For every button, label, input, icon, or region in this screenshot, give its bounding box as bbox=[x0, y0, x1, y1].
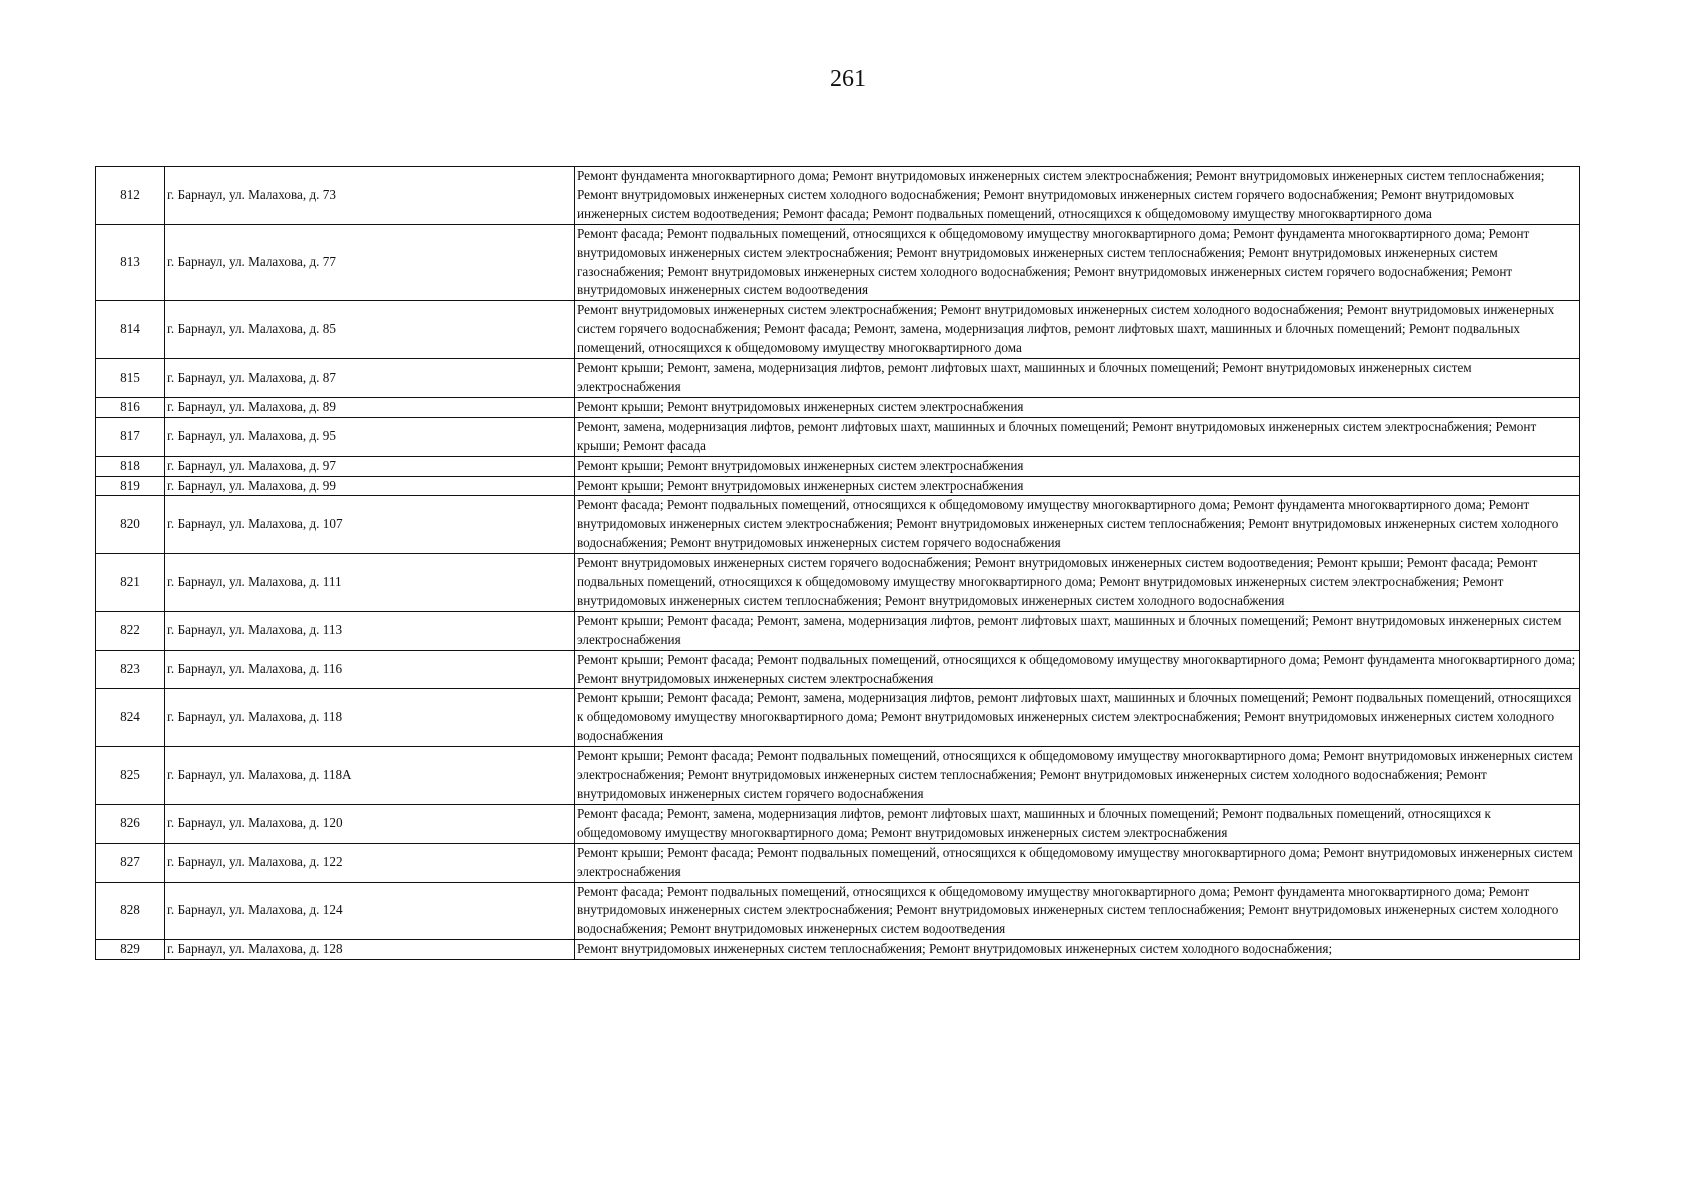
row-number: 826 bbox=[96, 804, 165, 843]
table-row bbox=[96, 224, 1580, 301]
row-number: 813 bbox=[96, 224, 165, 301]
row-address: г. Барнаул, ул. Малахова, д. 113 bbox=[165, 611, 575, 650]
row-address: г. Барнаул, ул. Малахова, д. 97 bbox=[165, 456, 575, 476]
row-address: г. Барнаул, ул. Малахова, д. 89 bbox=[165, 397, 575, 417]
row-number: 819 bbox=[96, 476, 165, 496]
row-number: 828 bbox=[96, 882, 165, 940]
row-works: Ремонт фасада; Ремонт подвальных помещений, относящихся к общедомовому имуществу многоквартирного дома; Ремонт фундамента многоквартирного дома; Ремонт внутридомовых инженерных систем электроснабжения; Ремонт внутридомовых инженерных систем теплоснабжения; Ремонт внутридомовых инженерных систем холодного водоснабжения; Ремонт внутридомовых инженерных систем горячего водоснабжения bbox=[575, 496, 1580, 554]
row-address: г. Барнаул, ул. Малахова, д. 95 bbox=[165, 417, 575, 456]
row-address: г. Барнаул, ул. Малахова, д. 122 bbox=[165, 843, 575, 882]
table-row bbox=[96, 804, 1580, 843]
table-row bbox=[96, 359, 1580, 398]
row-address: г. Барнаул, ул. Малахова, д. 87 bbox=[165, 359, 575, 398]
row-works: Ремонт крыши; Ремонт фасада; Ремонт подвальных помещений, относящихся к общедомовому имуществу многоквартирного дома; Ремонт внутридомовых инженерных систем электроснабжения bbox=[575, 843, 1580, 882]
row-address: г. Барнаул, ул. Малахова, д. 118 bbox=[165, 689, 575, 747]
row-works: Ремонт крыши; Ремонт, замена, модернизация лифтов, ремонт лифтовых шахт, машинных и блочных помещений; Ремонт внутридомовых инженерных систем электроснабжения bbox=[575, 359, 1580, 398]
table-row bbox=[96, 843, 1580, 882]
table-row bbox=[96, 689, 1580, 747]
row-address: г. Барнаул, ул. Малахова, д. 99 bbox=[165, 476, 575, 496]
row-address: г. Барнаул, ул. Малахова, д. 85 bbox=[165, 301, 575, 359]
table-row bbox=[96, 397, 1580, 417]
row-address: г. Барнаул, ул. Малахова, д. 128 bbox=[165, 940, 575, 960]
row-address: г. Барнаул, ул. Малахова, д. 116 bbox=[165, 650, 575, 689]
table-row bbox=[96, 940, 1580, 960]
table-body bbox=[96, 167, 1580, 960]
row-number: 820 bbox=[96, 496, 165, 554]
row-works: Ремонт, замена, модернизация лифтов, ремонт лифтовых шахт, машинных и блочных помещений; Ремонт внутридомовых инженерных систем электроснабжения; Ремонт крыши; Ремонт фасада bbox=[575, 417, 1580, 456]
table-row bbox=[96, 611, 1580, 650]
table-row bbox=[96, 456, 1580, 476]
row-works: Ремонт крыши; Ремонт внутридомовых инженерных систем электроснабжения bbox=[575, 476, 1580, 496]
row-address: г. Барнаул, ул. Малахова, д. 107 bbox=[165, 496, 575, 554]
row-works: Ремонт внутридомовых инженерных систем теплоснабжения; Ремонт внутридомовых инженерных систем холодного водоснабжения; bbox=[575, 940, 1580, 960]
row-works: Ремонт крыши; Ремонт внутридомовых инженерных систем электроснабжения bbox=[575, 397, 1580, 417]
row-number: 812 bbox=[96, 167, 165, 225]
row-number: 829 bbox=[96, 940, 165, 960]
row-works: Ремонт крыши; Ремонт фасада; Ремонт подвальных помещений, относящихся к общедомовому имуществу многоквартирного дома; Ремонт внутридомовых инженерных систем электроснабжения; Ремонт внутридомовых инженерных систем теплоснабжения; Ремонт внутридомовых инженерных систем холодного водоснабжения; Ремонт внутридомовых инженерных систем горячего водоснабжения bbox=[575, 747, 1580, 805]
table-row bbox=[96, 417, 1580, 456]
row-works: Ремонт внутридомовых инженерных систем горячего водоснабжения; Ремонт внутридомовых инженерных систем водоотведения; Ремонт крыши; Ремонт фасада; Ремонт подвальных помещений, относящихся к общедомовому имуществу многоквартирного дома; Ремонт внутридомовых инженерных систем электроснабжения; Ремонт внутридомовых инженерных систем теплоснабжения; Ремонт внутридомовых инженерных систем холодного водоснабжения bbox=[575, 554, 1580, 612]
row-number: 822 bbox=[96, 611, 165, 650]
row-address: г. Барнаул, ул. Малахова, д. 118А bbox=[165, 747, 575, 805]
row-works: Ремонт крыши; Ремонт внутридомовых инженерных систем электроснабжения bbox=[575, 456, 1580, 476]
row-number: 814 bbox=[96, 301, 165, 359]
row-address: г. Барнаул, ул. Малахова, д. 77 bbox=[165, 224, 575, 301]
table-row bbox=[96, 301, 1580, 359]
row-number: 815 bbox=[96, 359, 165, 398]
row-works: Ремонт фасада; Ремонт подвальных помещений, относящихся к общедомовому имуществу многоквартирного дома; Ремонт фундамента многоквартирного дома; Ремонт внутридомовых инженерных систем электроснабжения; Ремонт внутридомовых инженерных систем теплоснабжения; Ремонт внутридомовых инженерных систем газоснабжения; Ремонт внутридомовых инженерных систем холодного водоснабжения; Ремонт внутридомовых инженерных систем горячего водоснабжения; Ремонт внутридомовых инженерных систем водоотведения bbox=[575, 224, 1580, 301]
row-works: Ремонт фундамента многоквартирного дома; Ремонт внутридомовых инженерных систем электроснабжения; Ремонт внутридомовых инженерных систем теплоснабжения; Ремонт внутридомовых инженерных систем холодного водоснабжения; Ремонт внутридомовых инженерных систем горячего водоснабжения; Ремонт внутридомовых инженерных систем водоотведения; Ремонт фасада; Ремонт подвальных помещений, относящихся к общедомовому имуществу многоквартирного дома bbox=[575, 167, 1580, 225]
row-address: г. Барнаул, ул. Малахова, д. 111 bbox=[165, 554, 575, 612]
row-number: 824 bbox=[96, 689, 165, 747]
row-number: 821 bbox=[96, 554, 165, 612]
row-works: Ремонт крыши; Ремонт фасада; Ремонт, замена, модернизация лифтов, ремонт лифтовых шахт, машинных и блочных помещений; Ремонт внутридомовых инженерных систем электроснабжения bbox=[575, 611, 1580, 650]
row-works: Ремонт крыши; Ремонт фасада; Ремонт подвальных помещений, относящихся к общедомовому имуществу многоквартирного дома; Ремонт фундамента многоквартирного дома; Ремонт внутридомовых инженерных систем электроснабжения bbox=[575, 650, 1580, 689]
row-works: Ремонт фасада; Ремонт, замена, модернизация лифтов, ремонт лифтовых шахт, машинных и блочных помещений; Ремонт подвальных помещений, относящихся к общедомовому имуществу многоквартирного дома; Ремонт внутридомовых инженерных систем электроснабжения bbox=[575, 804, 1580, 843]
row-works: Ремонт фасада; Ремонт подвальных помещений, относящихся к общедомовому имуществу многоквартирного дома; Ремонт фундамента многоквартирного дома; Ремонт внутридомовых инженерных систем электроснабжения; Ремонт внутридомовых инженерных систем теплоснабжения; Ремонт внутридомовых инженерных систем холодного водоснабжения; Ремонт внутридомовых инженерных систем водоотведения bbox=[575, 882, 1580, 940]
row-number: 816 bbox=[96, 397, 165, 417]
row-number: 825 bbox=[96, 747, 165, 805]
row-works: Ремонт внутридомовых инженерных систем электроснабжения; Ремонт внутридомовых инженерных систем холодного водоснабжения; Ремонт внутридомовых инженерных систем горячего водоснабжения; Ремонт фасада; Ремонт, замена, модернизация лифтов, ремонт лифтовых шахт, машинных и блочных помещений; Ремонт подвальных помещений, относящихся к общедомовому имуществу многоквартирного дома bbox=[575, 301, 1580, 359]
row-number: 818 bbox=[96, 456, 165, 476]
row-number: 827 bbox=[96, 843, 165, 882]
row-number: 817 bbox=[96, 417, 165, 456]
repair-registry-table bbox=[95, 166, 1580, 960]
table-row bbox=[96, 747, 1580, 805]
row-address: г. Барнаул, ул. Малахова, д. 120 bbox=[165, 804, 575, 843]
row-works: Ремонт крыши; Ремонт фасада; Ремонт, замена, модернизация лифтов, ремонт лифтовых шахт, машинных и блочных помещений; Ремонт подвальных помещений, относящихся к общедомовому имуществу многоквартирного дома; Ремонт внутридомовых инженерных систем электроснабжения; Ремонт внутридомовых инженерных систем холодного водоснабжения bbox=[575, 689, 1580, 747]
table-row bbox=[96, 496, 1580, 554]
page-number: 261 bbox=[830, 66, 866, 92]
row-address: г. Барнаул, ул. Малахова, д. 124 bbox=[165, 882, 575, 940]
table-row bbox=[96, 882, 1580, 940]
row-address: г. Барнаул, ул. Малахова, д. 73 bbox=[165, 167, 575, 225]
row-number: 823 bbox=[96, 650, 165, 689]
table-row bbox=[96, 650, 1580, 689]
table-row bbox=[96, 476, 1580, 496]
table-row bbox=[96, 167, 1580, 225]
table-row bbox=[96, 554, 1580, 612]
